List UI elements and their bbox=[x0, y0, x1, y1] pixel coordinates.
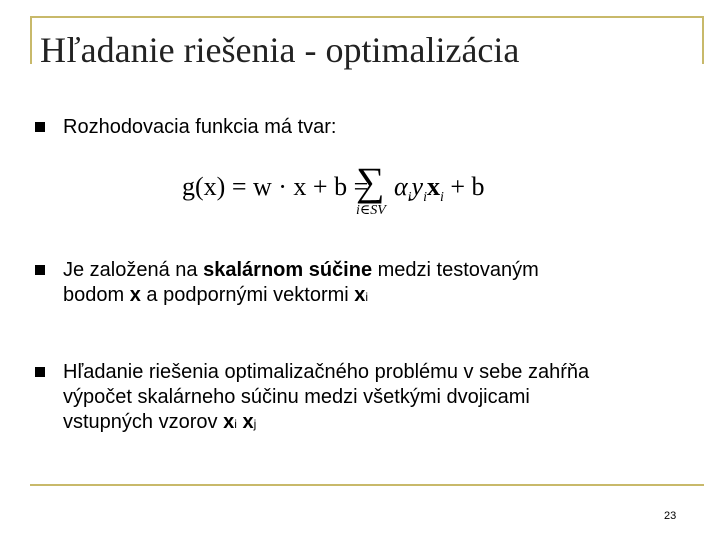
y-symbol: y bbox=[411, 172, 424, 201]
slide-title: Hľadanie riešenia - optimalizácia bbox=[40, 30, 520, 70]
x-vector-symbol: x bbox=[426, 172, 440, 201]
bullet-3-text bbox=[63, 360, 673, 437]
sum-symbol: ∑ bbox=[356, 159, 385, 204]
frame-top-line bbox=[32, 16, 704, 18]
sum-range: i∈SV bbox=[356, 203, 386, 218]
bullet-2-line2-prefix: bodom bbox=[63, 284, 130, 306]
bullet-2-xi: x bbox=[354, 284, 366, 306]
frame-bottom-line bbox=[30, 484, 704, 486]
x-subscript: i bbox=[439, 190, 444, 205]
alpha-subscript: i bbox=[407, 190, 412, 205]
bullet-square-icon bbox=[35, 367, 45, 377]
bullet-3-xj: x bbox=[242, 411, 254, 433]
decision-function-formula bbox=[182, 159, 512, 224]
formula-plus-b: + b bbox=[443, 172, 485, 201]
page-number: 23 bbox=[664, 510, 677, 522]
bullet-square-icon bbox=[35, 265, 45, 275]
bullet-1-text: Rozhodovacia funkcia má tvar: bbox=[63, 116, 337, 138]
bullet-3-line1: Hľadanie riešenia optimalizačného problému v sebe zahŕňa bbox=[63, 361, 590, 383]
bullet-2-x: x bbox=[129, 284, 141, 306]
bullet-3-j-sub: j bbox=[253, 417, 257, 431]
formula-lhs: g(x) = w · x + b = bbox=[182, 172, 369, 201]
frame-left-line bbox=[30, 16, 32, 64]
bullet-3-line3-prefix: vstupných vzorov bbox=[63, 411, 224, 433]
bullet-3-xi: x bbox=[223, 411, 235, 433]
bullet-2-line2-mid: a podpornými vektormi bbox=[140, 284, 355, 306]
formula-rhs bbox=[394, 172, 485, 205]
frame-right-line bbox=[702, 16, 704, 64]
bullet-square-icon bbox=[35, 122, 45, 132]
bullet-2-bold: skalárnom súčine bbox=[203, 259, 373, 281]
bullet-2-part1: Je založená na bbox=[63, 259, 204, 281]
bullet-3-i-sub: i bbox=[234, 417, 237, 431]
y-subscript: i bbox=[423, 190, 427, 205]
alpha-symbol: α bbox=[394, 172, 408, 201]
bullet-2-part2: medzi testovaným bbox=[372, 259, 539, 281]
bullet-2-text bbox=[63, 258, 673, 310]
bullet-3-line2: výpočet skalárneho súčinu medzi všetkými dvojicami bbox=[63, 386, 530, 408]
bullet-2-i-sub: i bbox=[365, 290, 369, 304]
